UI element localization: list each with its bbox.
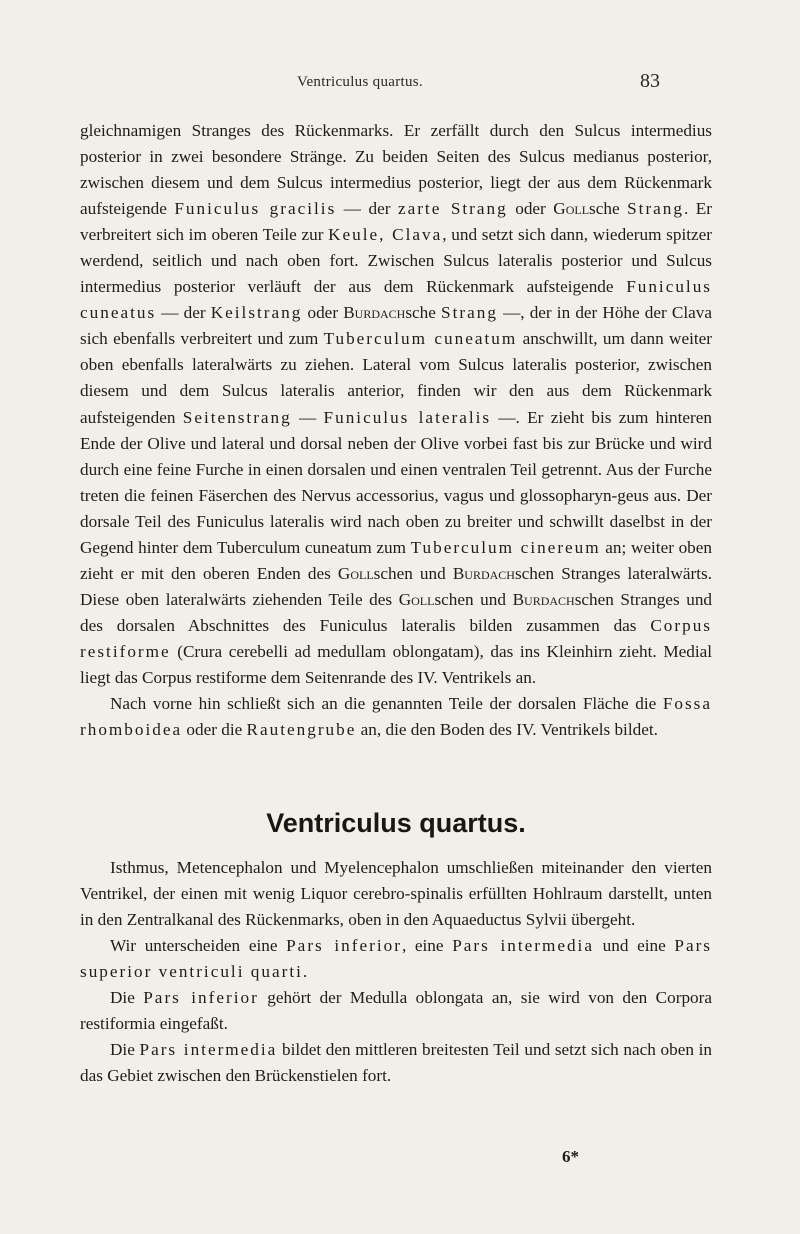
paragraph-partes [80, 933, 712, 985]
spaced-term: Corpus restiforme [80, 615, 712, 661]
body-text [80, 118, 712, 743]
spaced-term: Seitenstrang [182, 407, 292, 427]
text-run: an, die den Boden des IV. Ventrikels bildet. [356, 720, 658, 740]
text-run: gleichnamigen Stranges des Rückenmarks. Er zerfällt durch den Sulcus intermedius posterior in zwei besondere Stränge. Zu beiden Seiten des Sulcus medianus posterior, zwischen diesem und dem Sulcus intermedius posterior, liegt der aus dem Rückenmark aufsteigende [80, 121, 712, 219]
text-run: —. Er zieht bis zum hinteren Ende der Olive und lateral und dorsal neben der Olive vorbei fast bis zur Brücke und wird durch eine feine Furche in einen dorsalen und einen ventralen Teil getrennt. Aus der Furche treten die feinen Fäserchen des Nervus accessorius, vagus und glossopharyn-geus aus. Der dorsale Teil des Funiculus lateralis wird nach oben zu breiter und schwillt daselbst in der Gegend hinter dem Tuberculum cuneatum zum [80, 407, 712, 557]
text-run: Die [110, 988, 144, 1008]
text-run: . Er verbreitert sich im oberen Teile zur [80, 199, 713, 245]
spaced-term: Strang [627, 199, 684, 219]
section-text [80, 855, 712, 1089]
spaced-term: Funiculus lateralis [323, 407, 492, 427]
author-name: Burdach [343, 303, 406, 323]
spaced-term: Rautengrube [246, 720, 357, 740]
spaced-term: Fossa rhomboidea [80, 694, 712, 740]
text-run: , und setzt sich dann, wiederum spitzer werdend, seitlich und nach oben fort. Zwischen Sulcus lateralis posterior und Sulcus intermedius posterior verläuft der aus dem Rückenmark aufsteigende [80, 225, 712, 297]
author-name: Goll [398, 589, 435, 609]
section-heading: Ventriculus quartus. [266, 808, 526, 838]
spaced-term: Funiculus gracilis [174, 199, 337, 219]
paragraph-isthmus: Isthmus, Metencephalon und Myelencephalon umschließen miteinander den vierten Ventrikel, der einen mit wenig Liquor cerebro-spinalis erfüllten Hohlraum darstellt, unten in den Zentralkanal des Rückenmarks, oben in den Aquaeductus Sylvii übergeht. [80, 858, 712, 930]
text-run: — der [156, 303, 211, 323]
text-run: (Crura cerebelli ad medullam oblongatam), das ins Kleinhirn zieht. Medial liegt das Corpus restiforme dem Seitenrande des IV. Ventrikels an. [80, 641, 712, 687]
text-run: und eine [593, 936, 675, 956]
spaced-term: Pars inferior [143, 988, 259, 1008]
text-run: , eine [401, 936, 453, 956]
text-run: bildet den mittleren breitesten Teil und setzt sich nach oben in das Gebiet zwischen den Brückenstielen fort. [80, 1040, 713, 1086]
author-name: Burdach [452, 563, 515, 583]
page-number: 83 [640, 70, 660, 92]
spaced-term: Keule, Clava [328, 225, 443, 245]
text-run: — der [336, 199, 398, 219]
paragraph-pars-inferior [80, 985, 712, 1037]
text-run: — [291, 407, 324, 427]
spaced-term: Tuberculum cinereum [410, 537, 601, 557]
text-run: schen Stranges lateralwärts. Diese oben lateralwärts ziehenden Teile des [80, 563, 712, 609]
spaced-term: Pars inferior [286, 936, 402, 956]
text-run: oder [507, 199, 554, 219]
spaced-term: Funiculus cuneatus [80, 277, 712, 323]
text-run: schen und [434, 589, 513, 609]
author-name: Goll [337, 563, 374, 583]
text-run: sche [405, 303, 442, 323]
text-run: Wir unterscheiden eine [110, 936, 287, 956]
spaced-term: Strang [441, 303, 498, 323]
text-run: sche [589, 199, 628, 219]
spaced-term: Pars intermedia [452, 936, 594, 956]
signature-mark: 6* [562, 1147, 579, 1166]
text-run: Die [110, 1040, 140, 1060]
paragraph-funiculi [80, 118, 712, 691]
author-name: Goll [553, 199, 590, 219]
spaced-term: Tuberculum cuneatum [323, 329, 518, 349]
text-run: —, der in der Höhe der Clava sich ebenfalls verbreitert und zum [80, 303, 713, 349]
text-run: . [302, 962, 308, 982]
author-name: Burdach [512, 589, 575, 609]
text-run: schen Stranges und des dorsalen Abschnittes des Funiculus lateralis bilden zusammen das [80, 589, 713, 635]
text-run: oder [302, 303, 344, 323]
spaced-term: zarte Strang [397, 199, 508, 219]
spaced-term: Pars intermedia [139, 1040, 278, 1060]
text-run: Nach vorne hin schließt sich an die genannten Teile der dorsalen Fläche die [110, 694, 663, 714]
spaced-term: Keilstrang [210, 303, 303, 323]
text-run: an; weiter oben zieht er mit den oberen Enden des [80, 537, 712, 583]
paragraph-fossa [80, 691, 712, 743]
text-run: oder die [182, 720, 247, 740]
text-run: gehört der Medulla oblongata an, sie wird von den Corpora restiformia eingefaßt. [80, 988, 712, 1034]
paragraph-pars-intermedia [80, 1037, 712, 1089]
running-head: Ventriculus quartus. [297, 74, 423, 90]
text-run: anschwillt, um dann weiter oben ebenfalls lateralwärts zu ziehen. Lateral vom Sulcus lateralis posterior, zwischen diesem und dem Sulcus lateralis anterior, finden wir den aus dem Rückenmark aufsteigenden [80, 329, 712, 427]
spaced-term: Pars superior ventriculi quarti [80, 936, 712, 982]
text-run: schen und [373, 563, 453, 583]
